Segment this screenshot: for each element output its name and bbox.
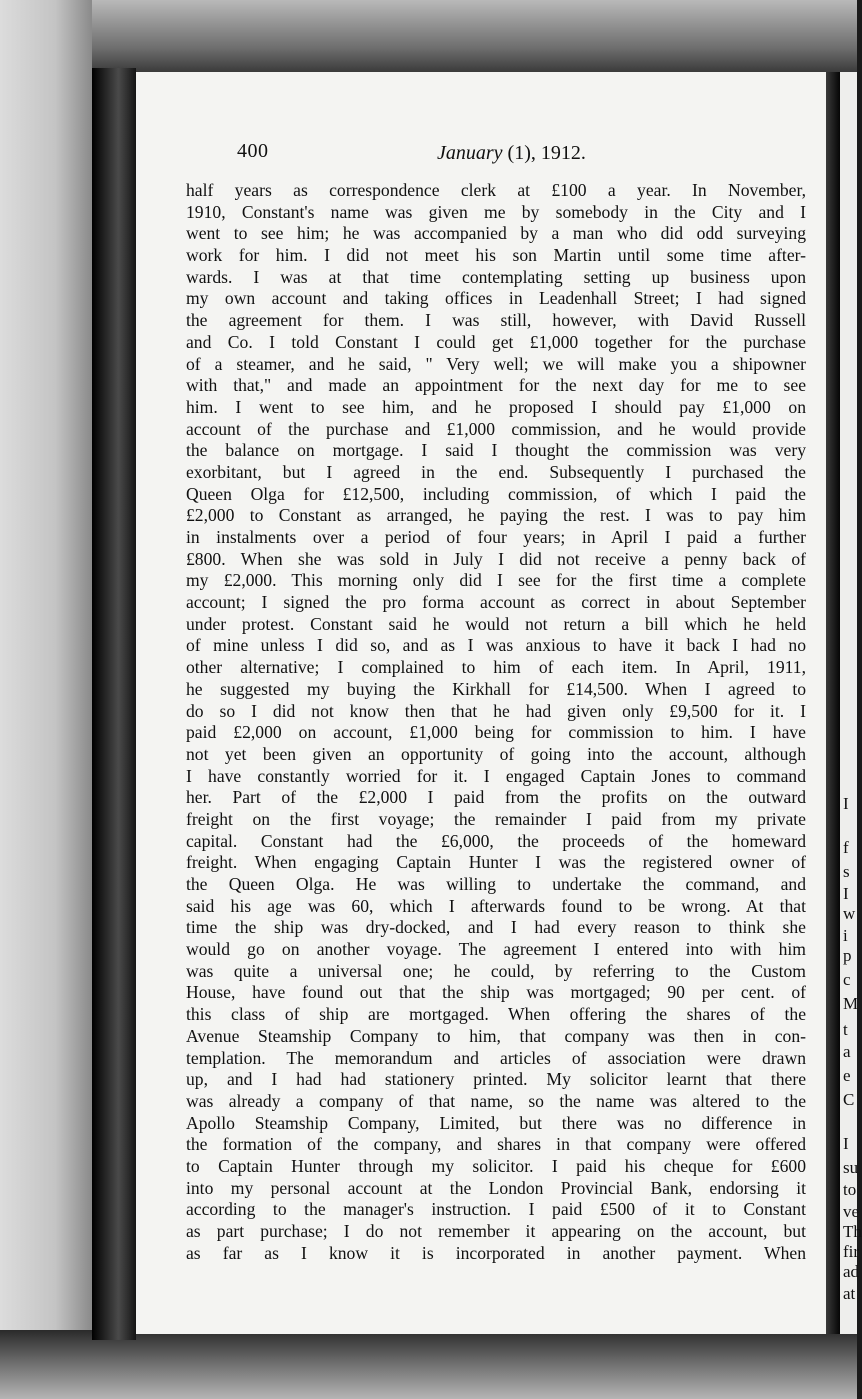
adjacent-page-fragment: I — [843, 794, 849, 813]
adjacent-page-fragment: w — [843, 904, 856, 923]
adjacent-page-fragment: I — [843, 1134, 849, 1153]
book-spine — [92, 68, 136, 1340]
text-line: do so I did not know then that he had given only £9,500 for it. I — [186, 700, 806, 721]
adjacent-page-fragment: s — [843, 862, 850, 881]
text-line: templation. The memorandum and articles of association were drawn — [186, 1047, 806, 1068]
text-line: he suggested my buying the Kirkhall for £14,500. When I agreed to — [186, 678, 806, 699]
text-line: as part purchase; I do not remember it appearing on the account, but — [186, 1221, 806, 1241]
body-text — [186, 180, 806, 1264]
adjacent-page-fragment: to — [843, 1180, 857, 1199]
text-line: freight. When engaging Captain Hunter I was the registered owner of — [186, 852, 806, 873]
text-line: wards. I was at that time contemplating setting up business upon — [186, 266, 806, 287]
page-header — [237, 138, 637, 178]
text-line: the formation of the company, and shares in that company were offered — [186, 1134, 806, 1155]
text-line: my own account and taking offices in Leadenhall Street; I had signed — [186, 288, 806, 309]
scanner-background-left — [0, 0, 92, 1399]
text-line: her. Part of the £2,000 I paid from the profits on the outward — [186, 787, 806, 808]
text-line: 1910, Constant's name was given me by somebody in the City and I — [186, 201, 806, 222]
page-gutter — [826, 72, 840, 1334]
text-line: up, and I had had stationery printed. My solicitor learnt that there — [186, 1069, 806, 1090]
text-line: went to see him; he was accompanied by a man who did odd surveying — [186, 223, 806, 244]
text-line: of mine unless I did so, and as I was anxious to have it back I had no — [186, 635, 806, 656]
text-line: said his age was 60, which I afterwards found to be wrong. At that — [186, 895, 806, 916]
text-line: Queen Olga for £12,500, including commission, of which I paid the — [186, 483, 806, 504]
running-head — [437, 142, 586, 165]
text-line: into my personal account at the London Provincial Bank, endorsing it — [186, 1177, 806, 1198]
text-line: was quite a universal one; he could, by referring to the Custom — [186, 960, 806, 981]
text-line: account; I signed the pro forma account as correct in about September — [186, 592, 806, 613]
text-line: to Captain Hunter through my solicitor. I paid his cheque for £600 — [186, 1155, 806, 1176]
adjacent-page-fragment: ad — [843, 1262, 860, 1281]
text-line: account of the purchase and £1,000 commission, and he would provide — [186, 418, 806, 439]
text-line: £800. When she was sold in July I did not receive a penny back of — [186, 548, 806, 569]
adjacent-page-fragment: fir — [843, 1242, 860, 1261]
text-line: time the ship was dry-docked, and I had every reason to think she — [186, 917, 806, 938]
text-line: as far as I know it is incorporated in another payment. When — [186, 1242, 806, 1263]
text-line: House, have found out that the ship was mortgaged; 90 per cent. of — [186, 982, 806, 1003]
text-line: and Co. I told Constant I could get £1,000 together for the purchase — [186, 331, 806, 352]
page-number: 400 — [237, 140, 269, 162]
adjacent-page-fragment: C — [843, 1090, 855, 1109]
text-line: I have constantly worried for it. I engaged Captain Jones to command — [186, 765, 806, 786]
text-line: this class of ship are mortgaged. When offering the shares of the — [186, 1004, 806, 1025]
adjacent-page-fragment: Th — [843, 1222, 862, 1241]
text-line: according to the manager's instruction. I paid £500 of it to Constant — [186, 1199, 806, 1220]
text-line: with that," and made an appointment for the next day for me to see — [186, 375, 806, 396]
adjacent-page-fragment: c — [843, 970, 851, 989]
adjacent-page-fragment: M — [843, 994, 859, 1013]
text-line: Avenue Steamship Company to him, that company was then in con- — [186, 1025, 806, 1046]
text-line: freight on the first voyage; the remainder I paid from my private — [186, 808, 806, 829]
text-line: capital. Constant had the £6,000, the proceeds of the homeward — [186, 830, 806, 851]
text-line: exorbitant, but I agreed in the end. Subsequently I purchased the — [186, 461, 806, 482]
text-line: was already a company of that name, so the name was altered to the — [186, 1090, 806, 1111]
adjacent-page-fragment: ve — [843, 1202, 860, 1221]
text-line: half years as correspondence clerk at £100 a year. In November, — [186, 180, 806, 200]
text-line: him. I went to see him, and he proposed I should pay £1,000 on — [186, 396, 806, 417]
adjacent-page-fragment: t — [843, 1020, 848, 1039]
adjacent-page-fragment: i — [843, 926, 848, 945]
text-line: my £2,000. This morning only did I see for the first time a complete — [186, 570, 806, 591]
adjacent-page-fragment: I — [843, 884, 849, 903]
adjacent-page-fragment: a — [843, 1042, 851, 1061]
text-line: under protest. Constant said he would not return a bill which he held — [186, 613, 806, 634]
text-line: the balance on mortgage. I said I thought the commission was very — [186, 440, 806, 461]
running-head-month: January — [437, 142, 503, 164]
scanner-background-bottom — [0, 1330, 857, 1399]
adjacent-page-fragment: at — [843, 1284, 856, 1303]
text-line: other alternative; I complained to him of each item. In April, 1911, — [186, 657, 806, 678]
text-line: Apollo Steamship Company, Limited, but there was no difference in — [186, 1112, 806, 1133]
text-line: not yet been given an opportunity of going into the account, although — [186, 743, 806, 764]
text-line: the Queen Olga. He was willing to undertake the command, and — [186, 874, 806, 894]
text-line: in instalments over a period of four years; in April I paid a further — [186, 527, 806, 547]
text-line: would go on another voyage. The agreement I entered into with him — [186, 939, 806, 960]
adjacent-page-fragment: f — [843, 838, 849, 857]
text-line: paid £2,000 on account, £1,000 being for commission to him. I have — [186, 722, 806, 743]
text-line: £2,000 to Constant as arranged, he paying the rest. I was to pay him — [186, 505, 806, 526]
text-line: the agreement for them. I was still, however, with David Russell — [186, 310, 806, 331]
adjacent-page-fragment: p — [843, 946, 852, 965]
text-line: of a steamer, and he said, " Very well; we will make you a shipowner — [186, 353, 806, 374]
adjacent-page-fragment: su — [843, 1158, 859, 1177]
adjacent-page-fragment: e — [843, 1066, 851, 1085]
running-head-date: (1), 1912. — [502, 142, 586, 164]
text-line: work for him. I did not meet his son Martin until some time after- — [186, 245, 806, 266]
